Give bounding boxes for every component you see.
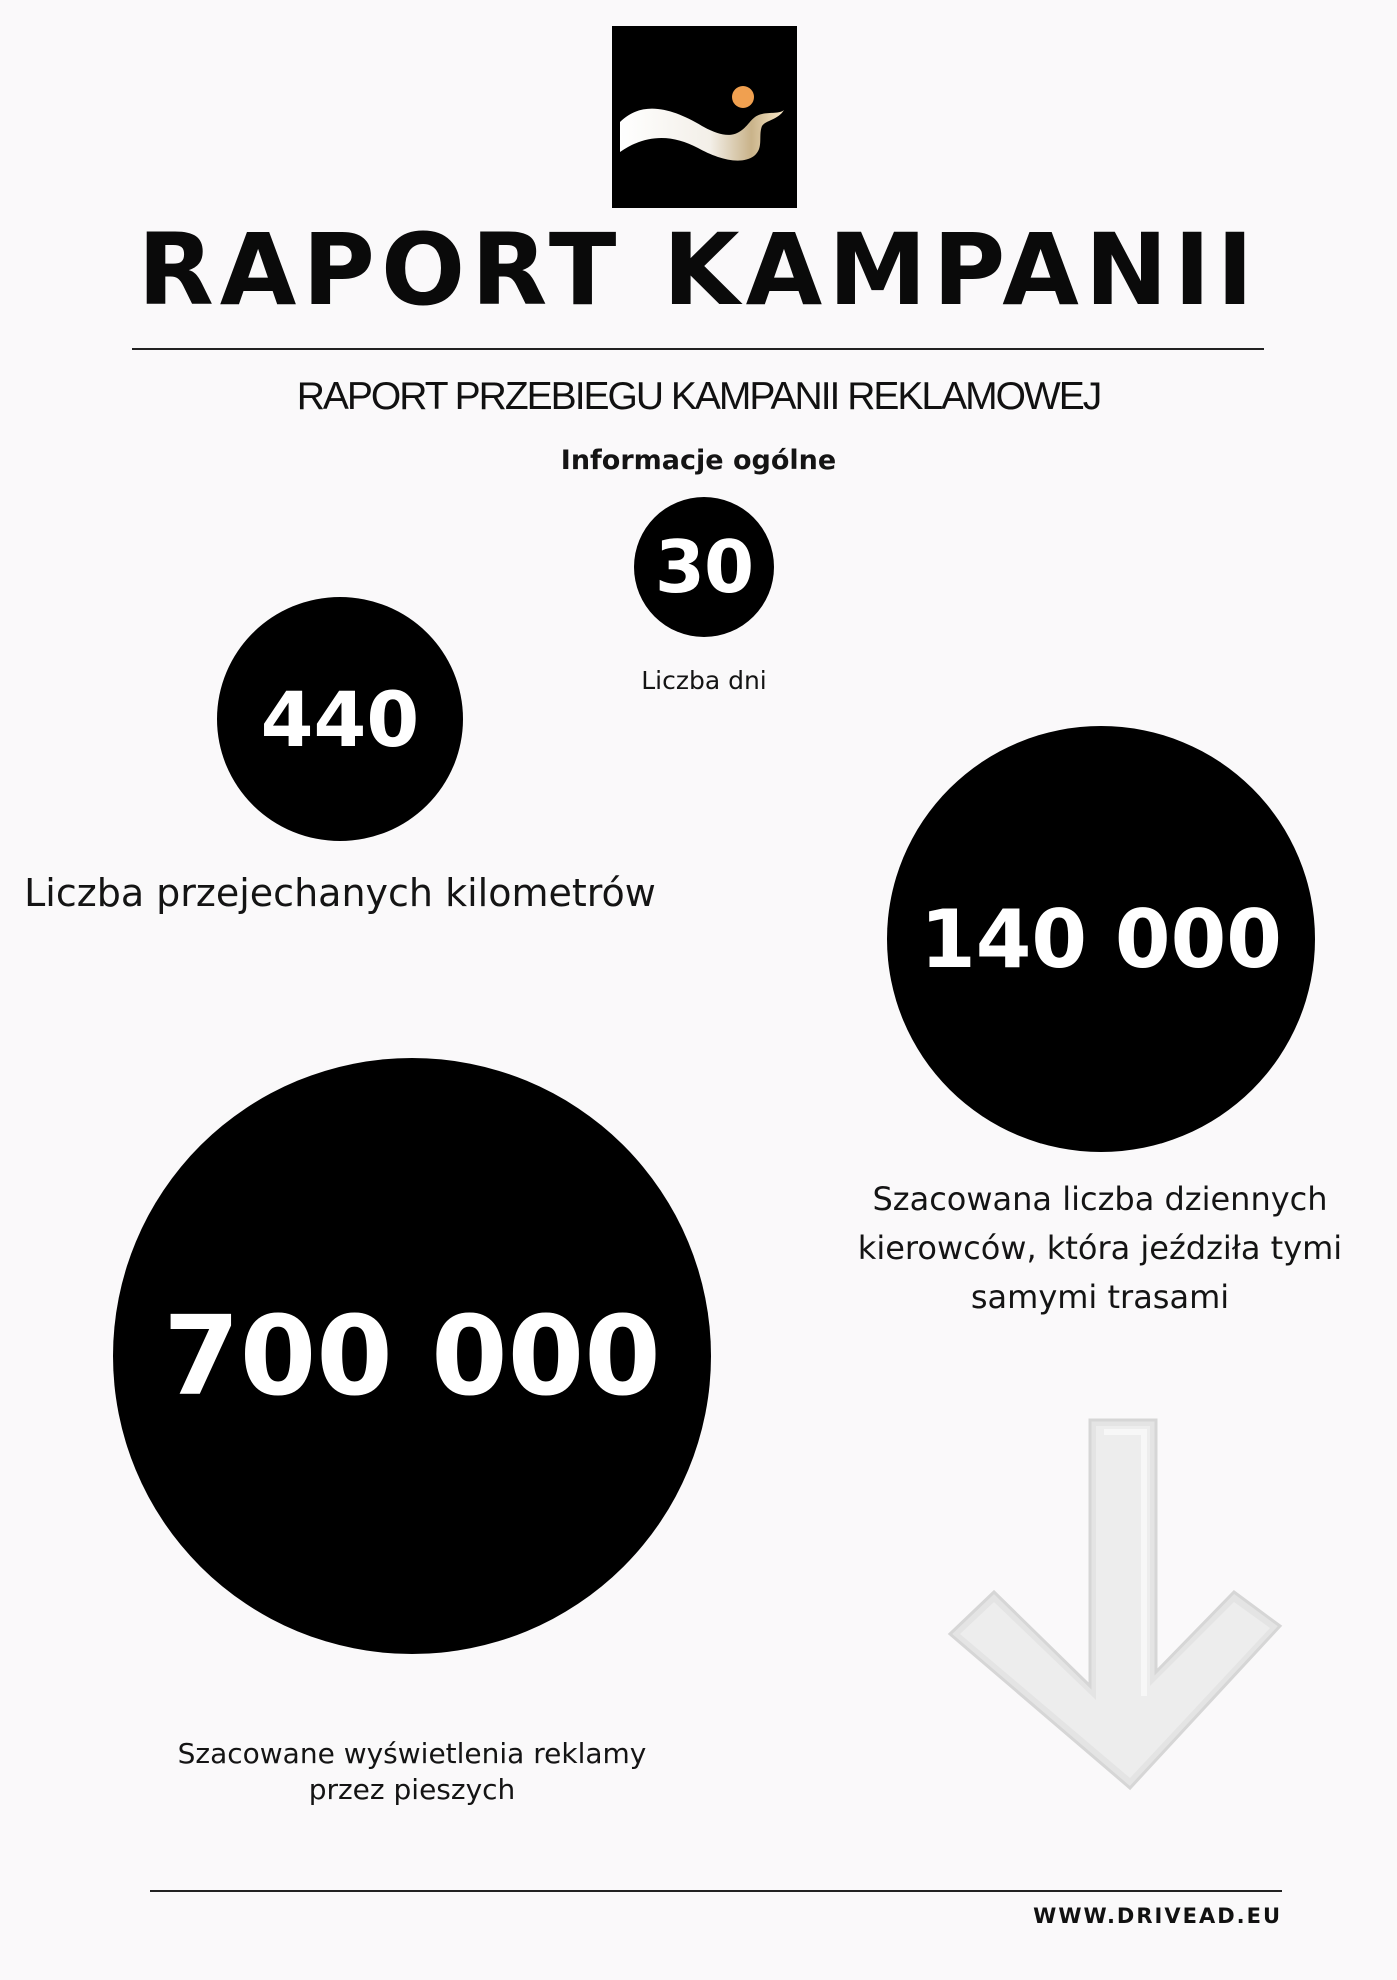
wave-sun-logo-icon (612, 26, 797, 208)
drivers-value: 140 000 (920, 892, 1282, 986)
arrow-down-graphic (944, 1414, 1286, 1794)
km-value: 440 (260, 674, 420, 764)
days-circle (634, 497, 774, 637)
report-title: RAPORT KAMPANII (137, 213, 1260, 328)
drivers-circle (887, 726, 1315, 1152)
views-label: Szacowane wyświetlenia reklamy przez pieszych (177, 1737, 647, 1806)
drivers-label: Szacowana liczba dziennych kierowców, która jeździła tymi samymi trasami (857, 1180, 1343, 1316)
top-divider (132, 348, 1264, 350)
bottom-divider (150, 1890, 1282, 1892)
section-heading: Informacje ogólne (560, 445, 837, 476)
days-value: 30 (654, 525, 754, 609)
report-subtitle: RAPORT PRZEBIEGU KAMPANII REKLAMOWEJ (296, 375, 1101, 418)
days-label: Liczba dni (641, 666, 767, 695)
views-circle (113, 1058, 711, 1654)
arrow-down-icon (944, 1414, 1286, 1794)
footer-url[interactable]: WWW.DRIVEAD.EU (1033, 1904, 1282, 1928)
views-value: 700 000 (163, 1292, 661, 1420)
logo (612, 26, 797, 208)
km-circle (217, 597, 463, 841)
km-label: Liczba przejechanych kilometrów (24, 871, 656, 915)
